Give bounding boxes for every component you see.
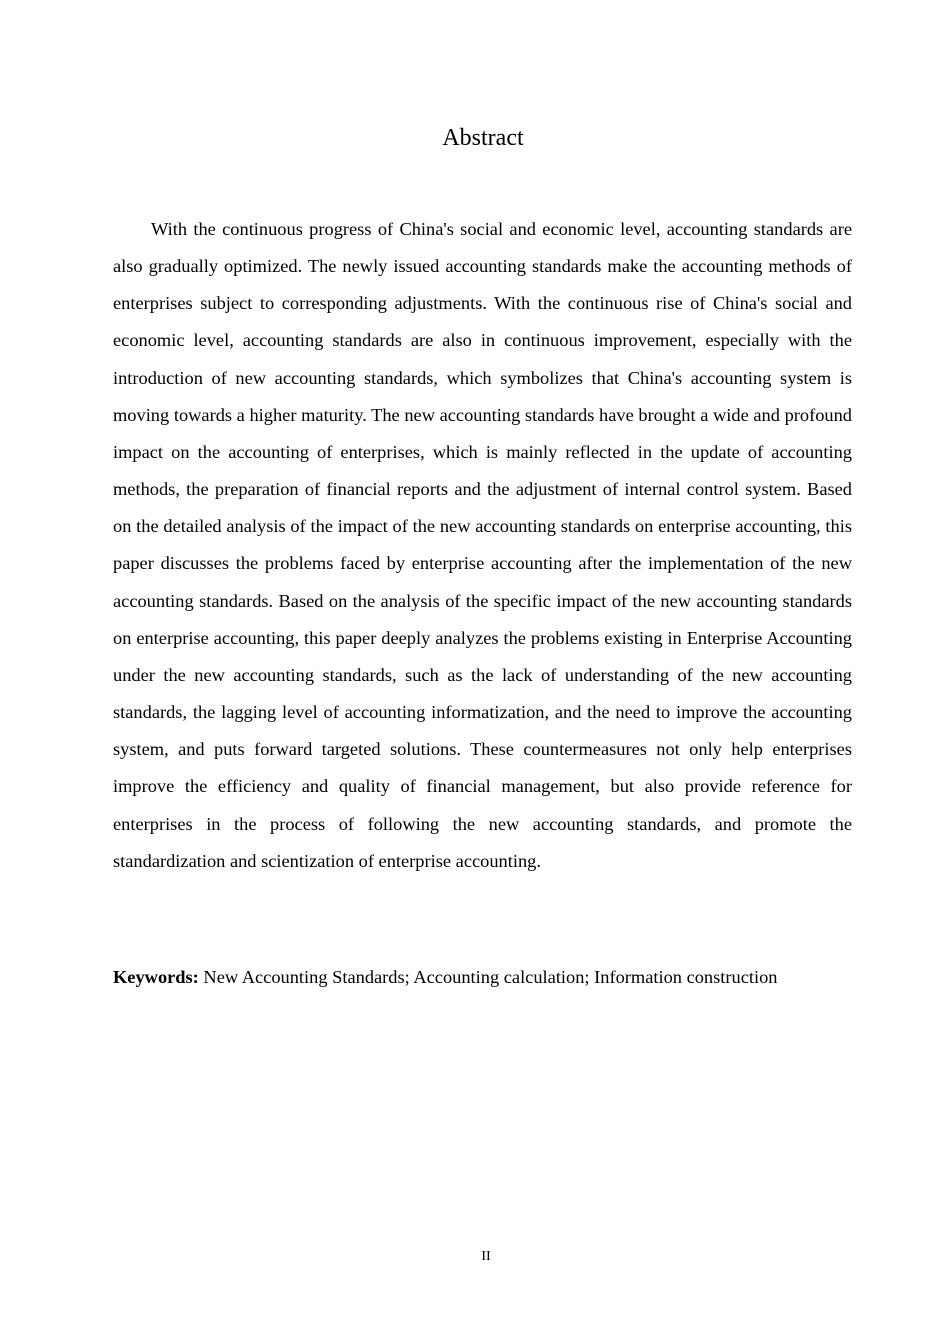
keywords-list: New Accounting Standards; Accounting calculation; Information construction — [203, 967, 778, 987]
keywords-label: Keywords: — [113, 967, 199, 987]
page-number: II — [481, 1249, 491, 1264]
abstract-title: Abstract — [442, 125, 524, 151]
abstract-paragraph: With the continuous progress of China's social and economic level, accounting standards are also gradually optimized. The newly issued accounting standards make the accounting methods of enterprises subject to corresponding adjustments. With the continuous rise of China's social and economic level, accounting standards are also in continuous improvement, especially with the introduction of new accounting standards, which symbolizes that China's accounting system is moving towards a higher maturity. The new accounting standards have brought a wide and profound impact on the accounting of enterprises, which is mainly reflected in the update of accounting methods, the preparation of financial reports and the adjustment of internal control system. Based on the detailed analysis of the impact of the new accounting standards on enterprise accounting, this paper discusses the problems faced by enterprise accounting after the implementation of the new accounting standards. Based on the analysis of the specific impact of the new accounting standards on enterprise accounting, this paper deeply analyzes the problems existing in Enterprise Accounting under the new accounting standards, such as the lack of understanding of the new accounting standards, the lagging level of accounting informatization, and the need to improve the accounting system, and puts forward targeted solutions. These countermeasures not only help enterprises improve the efficiency and quality of financial management, but also provide reference for enterprises in the process of following the new accounting standards, and promote the standardization and scientization of enterprise accounting. — [113, 219, 852, 871]
keywords-line — [113, 959, 873, 996]
